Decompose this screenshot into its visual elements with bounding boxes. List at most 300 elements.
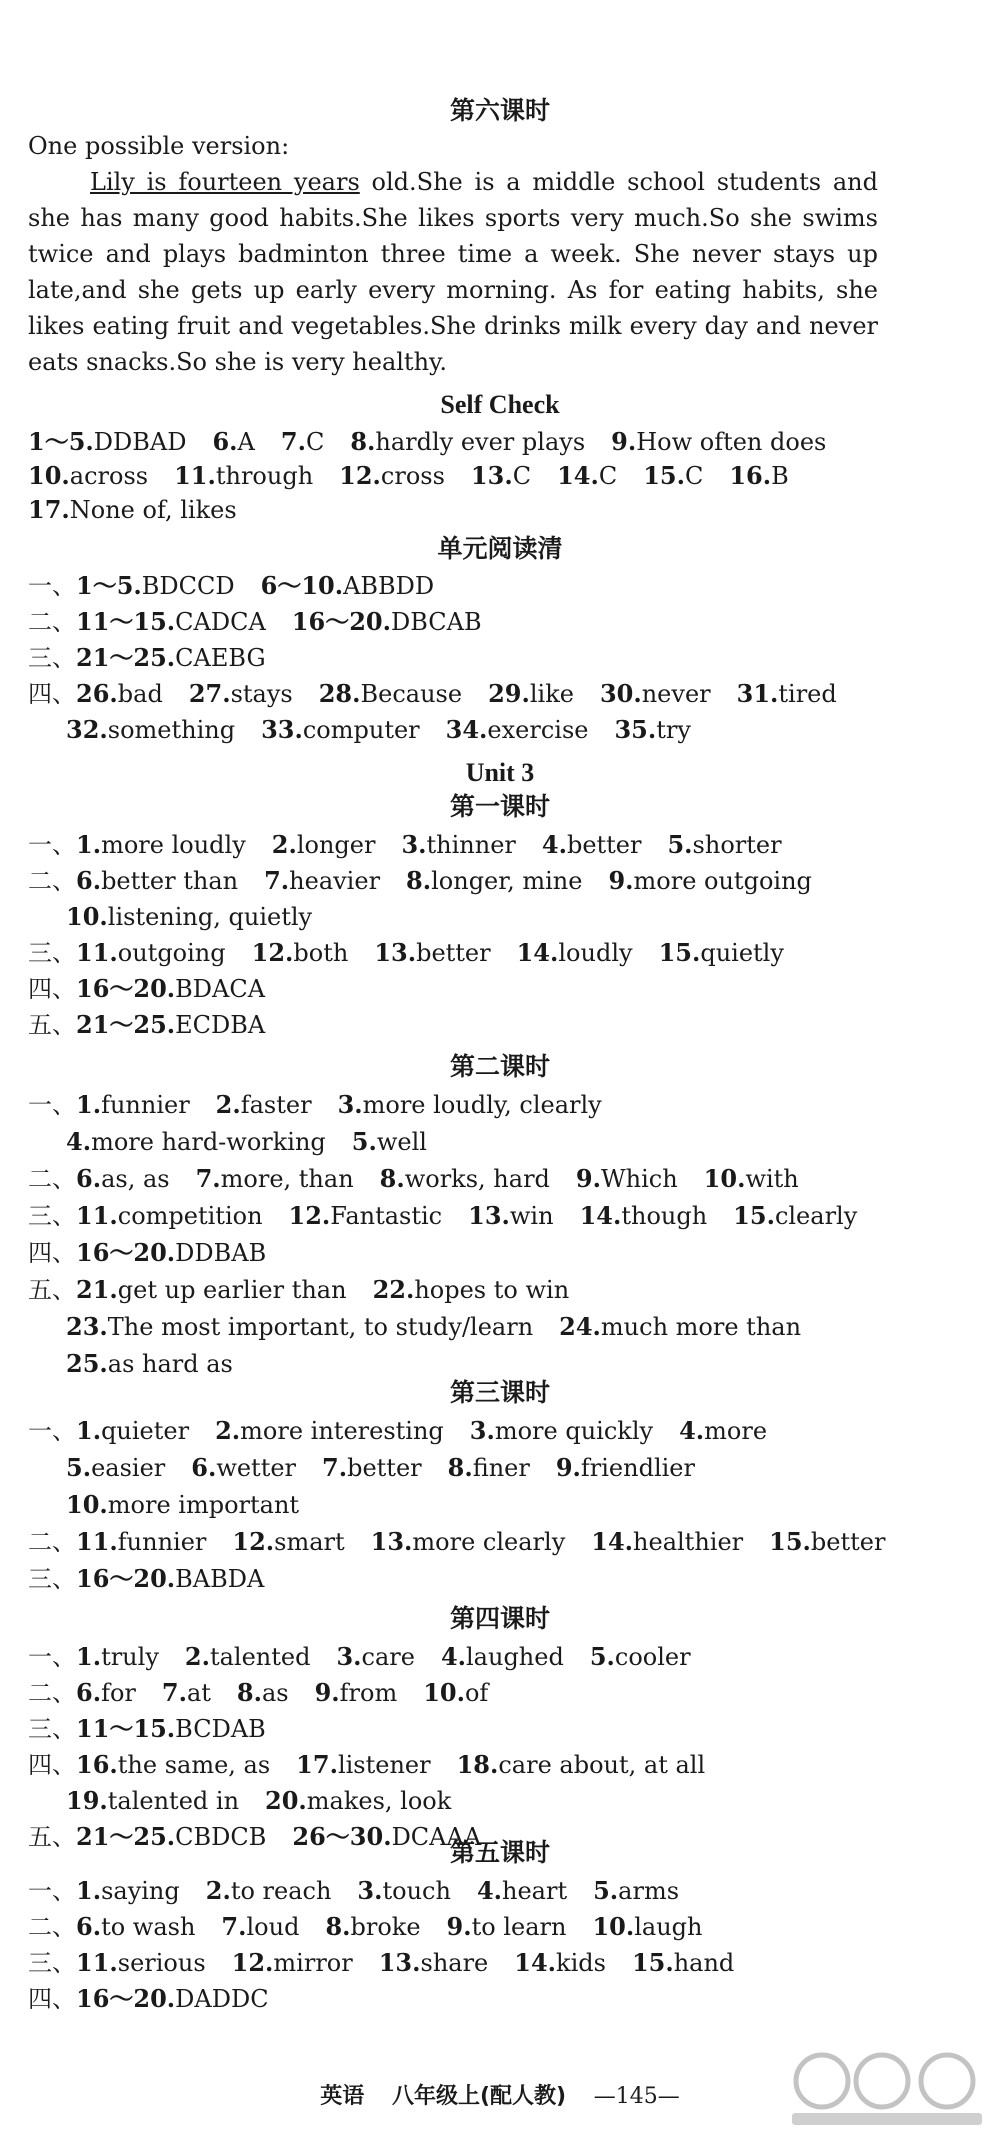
answer-item: [76, 1877, 180, 1905]
question-number: 22.: [372, 1275, 415, 1304]
answer-line: [28, 1640, 717, 1674]
question-number: 26.: [76, 679, 118, 708]
answer-item: [76, 1417, 189, 1445]
question-number: 7.: [264, 866, 290, 895]
answer-item: [477, 1877, 567, 1905]
answer-item: [733, 1202, 857, 1230]
answer-item: [76, 1202, 263, 1230]
answer-item: [76, 1913, 195, 1941]
answer-item: [215, 1417, 444, 1445]
answer-text: hopes to win: [414, 1276, 570, 1304]
answer-item: [76, 1715, 266, 1743]
self-check-heading: Self Check: [440, 390, 560, 419]
section-prefix: 一、: [28, 1643, 76, 1671]
answer-text: to reach: [230, 1877, 332, 1905]
answer-text: as hard as: [107, 1350, 233, 1378]
question-number: 11～15.: [76, 1714, 176, 1743]
answer-text: care about, at all: [498, 1751, 706, 1779]
answer-item: [76, 680, 163, 708]
question-number: 5.: [593, 1876, 619, 1905]
answer-item: [76, 644, 266, 672]
answer-text: easier: [91, 1454, 166, 1482]
lesson-3-heading: 第三课时: [449, 1378, 550, 1407]
answer-line: [66, 1488, 325, 1522]
answer-line: [28, 1946, 760, 1980]
answer-text: talented in: [107, 1787, 240, 1815]
answer-item: [76, 1011, 265, 1039]
answer-text: touch: [382, 1877, 451, 1905]
answer-text: through: [215, 462, 314, 490]
essay-underlined-lead: Lily is fourteen years: [90, 168, 360, 196]
answer-item: [206, 1877, 332, 1905]
answer-item: [590, 1643, 691, 1671]
question-number: 4.: [440, 1642, 466, 1671]
question-number: 10.: [66, 902, 108, 931]
answer-text: listening, quietly: [107, 903, 313, 931]
answer-text: more outgoing: [633, 867, 812, 895]
question-number: 2.: [215, 1416, 241, 1445]
answer-text: makes, look: [306, 1787, 452, 1815]
answer-item: [471, 462, 531, 490]
answer-text: computer: [302, 716, 420, 744]
answer-item: [350, 428, 585, 456]
answer-item: [704, 1165, 799, 1193]
answer-text: serious: [117, 1949, 206, 1977]
question-number: 10.: [66, 1490, 108, 1519]
answer-text: more interesting: [240, 1417, 444, 1445]
answer-item: [66, 716, 235, 744]
lesson-2-heading: 第二课时: [449, 1052, 550, 1081]
answer-text: cross: [380, 462, 445, 490]
answer-item: [600, 680, 711, 708]
question-number: 28.: [318, 679, 361, 708]
question-number: 33.: [261, 715, 303, 744]
answer-item: [191, 1454, 296, 1482]
answer-line: [28, 1676, 514, 1710]
answer-text: A: [237, 428, 255, 456]
answer-item: [232, 1949, 353, 1977]
question-number: 12.: [251, 938, 294, 967]
answer-text: quieter: [101, 1417, 190, 1445]
section-prefix: 四、: [28, 1239, 76, 1267]
question-number: 3.: [337, 1090, 363, 1119]
answer-line: [28, 1910, 728, 1944]
question-number: 29.: [488, 679, 530, 708]
answer-text: care: [361, 1643, 415, 1671]
answer-line: [28, 641, 292, 675]
answer-item: [76, 1528, 206, 1556]
answer-item: [379, 1949, 489, 1977]
question-number: 15.: [769, 1527, 811, 1556]
section-prefix: 一、: [28, 1091, 76, 1119]
answer-text: DADDC: [175, 1985, 269, 2013]
question-number: 10.: [28, 461, 70, 490]
answer-item: [185, 1643, 311, 1671]
answer-text: better: [566, 831, 642, 859]
answer-text: mirror: [273, 1949, 353, 1977]
answer-text: well: [376, 1128, 427, 1156]
answer-item: [66, 1128, 326, 1156]
answer-text: as: [261, 1679, 289, 1707]
essay-intro: One possible version:: [28, 132, 290, 160]
answer-item: [76, 831, 246, 859]
question-number: 34.: [445, 715, 488, 744]
answer-item: [441, 1643, 564, 1671]
answer-item: [643, 462, 703, 490]
answer-item: [374, 939, 490, 967]
answer-line: [28, 828, 808, 862]
answer-line: [28, 1982, 295, 2016]
answer-item: [315, 1679, 398, 1707]
answer-text: better: [810, 1528, 886, 1556]
answer-item: [28, 428, 186, 456]
answer-text: The most important, to study/learn: [107, 1313, 534, 1341]
question-number: 1～5.: [76, 571, 142, 600]
answer-text: with: [745, 1165, 799, 1193]
answer-item: [66, 903, 312, 931]
section-prefix: 四、: [28, 975, 76, 1003]
answer-item: [559, 1313, 801, 1341]
section-prefix: 一、: [28, 1877, 76, 1905]
question-number: 7.: [195, 1164, 221, 1193]
question-number: 15.: [658, 938, 701, 967]
answer-line: [28, 1162, 825, 1196]
question-number: 16～20.: [76, 1238, 176, 1267]
section-prefix: 四、: [28, 680, 76, 708]
answer-item: [261, 716, 420, 744]
answer-text: share: [420, 1949, 489, 1977]
answer-item: [232, 1528, 344, 1556]
answer-text: loud: [246, 1913, 300, 1941]
answer-text: more, than: [220, 1165, 354, 1193]
question-number: 21～25.: [76, 1010, 176, 1039]
answer-item: [76, 1239, 266, 1267]
answer-text: the same, as: [117, 1751, 271, 1779]
answer-text: DCAAA: [391, 1823, 482, 1851]
question-number: 13.: [370, 1527, 413, 1556]
question-number: 2.: [215, 1090, 241, 1119]
footer-grade: 八年级上(配人教): [391, 2084, 567, 2109]
question-number: 13.: [468, 1201, 510, 1230]
question-number: 23.: [66, 1312, 108, 1341]
question-number: 16～20.: [76, 974, 176, 1003]
section-prefix: 三、: [28, 1565, 76, 1593]
answer-line: [66, 1784, 477, 1818]
answer-text: friendlier: [580, 1454, 695, 1482]
answer-item: [729, 462, 788, 490]
question-number: 3.: [336, 1642, 362, 1671]
answer-item: [591, 1528, 743, 1556]
answer-line: [66, 713, 717, 747]
answer-line: [28, 1562, 290, 1596]
question-number: 6.: [191, 1453, 217, 1482]
answer-text: like: [529, 680, 574, 708]
question-number: 5.: [589, 1642, 615, 1671]
question-number: 20.: [265, 1786, 307, 1815]
answer-item: [76, 975, 265, 1003]
question-number: 14.: [516, 938, 559, 967]
answer-item: [446, 716, 589, 744]
answer-text: more quickly: [494, 1417, 654, 1445]
question-number: 21.: [76, 1275, 118, 1304]
answer-item: [66, 1313, 533, 1341]
answer-text: laugh: [634, 1913, 703, 1941]
answer-line: [66, 1310, 827, 1344]
answer-text: both: [293, 939, 349, 967]
answer-text: at: [186, 1679, 211, 1707]
answer-text: as, as: [101, 1165, 170, 1193]
answer-line: [28, 1712, 292, 1746]
answer-item: [592, 1913, 702, 1941]
answer-text: DDBAD: [93, 428, 187, 456]
answer-line: [28, 1874, 705, 1908]
section-prefix: 三、: [28, 1715, 76, 1743]
question-number: 8.: [406, 866, 432, 895]
answer-text: C: [684, 462, 704, 490]
section-prefix: 三、: [28, 1949, 76, 1977]
answer-line: [66, 1347, 259, 1381]
answer-item: [76, 939, 226, 967]
answer-item: [576, 1165, 678, 1193]
answer-line: [28, 459, 815, 493]
answer-item: [264, 867, 380, 895]
lesson-5-heading: 第五课时: [449, 1838, 550, 1867]
answer-text: for: [101, 1679, 136, 1707]
answer-item: [66, 1454, 165, 1482]
question-number: 1.: [76, 1876, 102, 1905]
section-prefix: 二、: [28, 1679, 76, 1707]
answer-item: [468, 1202, 553, 1230]
question-number: 9.: [575, 1164, 601, 1193]
answer-text: CAEBG: [175, 644, 266, 672]
answer-line: [66, 1451, 721, 1485]
answer-text: saying: [101, 1877, 180, 1905]
answer-text: B: [771, 462, 789, 490]
question-number: 4.: [476, 1876, 502, 1905]
answer-text: better: [416, 939, 491, 967]
answer-item: [373, 1276, 570, 1304]
answer-item: [76, 572, 235, 600]
answer-text: BABDA: [175, 1565, 265, 1593]
question-number: 14.: [514, 1948, 557, 1977]
answer-line: [28, 972, 291, 1006]
question-number: 10.: [703, 1164, 746, 1193]
answer-text: heart: [502, 1877, 568, 1905]
answer-line: [28, 677, 863, 711]
answer-item: [737, 680, 837, 708]
answer-text: across: [69, 462, 149, 490]
answer-text: kids: [556, 1949, 606, 1977]
answer-item: [76, 1165, 170, 1193]
answer-text: shorter: [692, 831, 782, 859]
answer-text: longer: [296, 831, 376, 859]
question-number: 4.: [66, 1127, 92, 1156]
answer-text: works, hard: [404, 1165, 550, 1193]
answer-text: CADCA: [175, 608, 266, 636]
answer-item: [357, 1877, 451, 1905]
question-number: 4.: [541, 830, 567, 859]
answer-text: C: [305, 428, 325, 456]
answer-text: cooler: [614, 1643, 691, 1671]
answer-line: [28, 1525, 911, 1559]
question-number: 8.: [236, 1678, 262, 1707]
answer-text: wetter: [216, 1454, 297, 1482]
answer-text: broke: [350, 1913, 421, 1941]
question-number: 32.: [66, 715, 108, 744]
question-number: 9.: [608, 866, 634, 895]
answer-item: [289, 1202, 443, 1230]
question-number: 7.: [280, 427, 306, 456]
answer-item: [76, 867, 238, 895]
answer-line: [28, 569, 460, 603]
answer-item: [174, 462, 313, 490]
answer-line: [28, 864, 838, 898]
question-number: 31.: [736, 679, 779, 708]
question-number: 6～10.: [260, 571, 344, 600]
answer-text: arms: [618, 1877, 680, 1905]
answer-text: heavier: [289, 867, 381, 895]
watermark-logo-icon: [782, 2049, 992, 2129]
question-number: 25.: [66, 1349, 108, 1378]
answer-text: DDBAB: [175, 1239, 267, 1267]
question-number: 9.: [555, 1453, 581, 1482]
question-number: 2.: [184, 1642, 210, 1671]
lesson-4-heading: 第四课时: [449, 1604, 550, 1633]
answer-item: [212, 428, 254, 456]
answer-line: [28, 1273, 595, 1307]
question-number: 9.: [611, 427, 637, 456]
question-number: 17.: [28, 495, 70, 524]
answer-line: [28, 1008, 291, 1042]
question-number: 10.: [592, 1912, 635, 1941]
question-number: 8.: [379, 1164, 405, 1193]
answer-text: Which: [600, 1165, 678, 1193]
answer-item: [252, 939, 349, 967]
question-number: 8.: [447, 1453, 473, 1482]
answer-text: ABBDD: [343, 572, 435, 600]
answer-item: [76, 1565, 264, 1593]
answer-item: [338, 1091, 602, 1119]
answer-line: [28, 493, 263, 527]
answer-text: smart: [274, 1528, 345, 1556]
answer-item: [447, 1913, 567, 1941]
answer-line: [66, 1125, 453, 1159]
answer-text: talented: [209, 1643, 311, 1671]
question-number: 13.: [378, 1948, 421, 1977]
reading-heading: 单元阅读清: [437, 534, 563, 563]
answer-item: [769, 1528, 885, 1556]
section-prefix: 二、: [28, 1913, 76, 1941]
answer-text: to wash: [101, 1913, 196, 1941]
answer-item: [352, 1128, 427, 1156]
answer-text: of: [464, 1679, 489, 1707]
answer-item: [272, 831, 376, 859]
answer-item: [514, 1949, 606, 1977]
question-number: 16～20.: [291, 607, 391, 636]
question-number: 24.: [559, 1312, 601, 1341]
question-number: 9.: [314, 1678, 340, 1707]
question-number: 5.: [66, 1453, 92, 1482]
question-number: 14.: [557, 461, 599, 490]
question-number: 27.: [188, 679, 231, 708]
answer-item: [556, 1454, 695, 1482]
answer-text: to learn: [471, 1913, 567, 1941]
answer-text: though: [621, 1202, 708, 1230]
answer-item: [336, 1643, 415, 1671]
question-number: 13.: [470, 461, 513, 490]
answer-text: try: [656, 716, 691, 744]
question-number: 1.: [76, 1642, 102, 1671]
answer-text: more hard-working: [91, 1128, 326, 1156]
question-number: 1～5.: [28, 427, 94, 456]
answer-text: finer: [472, 1454, 530, 1482]
question-number: 11.: [174, 461, 216, 490]
question-number: 1.: [76, 1416, 102, 1445]
answer-item: [608, 867, 811, 895]
question-number: 9.: [446, 1912, 472, 1941]
answer-text: more loudly, clearly: [362, 1091, 602, 1119]
question-number: 1.: [76, 830, 102, 859]
answer-item: [221, 1913, 299, 1941]
answer-item: [28, 462, 148, 490]
answer-text: bad: [117, 680, 163, 708]
answer-text: better than: [101, 867, 239, 895]
question-number: 12.: [288, 1201, 331, 1230]
section-prefix: 一、: [28, 572, 76, 600]
answer-text: competition: [117, 1202, 263, 1230]
answer-item: [632, 1949, 734, 1977]
answer-text: BDACA: [175, 975, 266, 1003]
answer-line: [28, 1414, 793, 1448]
answer-item: [76, 1643, 159, 1671]
answer-item: [593, 1877, 679, 1905]
answer-line: [28, 1236, 292, 1270]
question-number: 15.: [643, 461, 685, 490]
answer-item: [517, 939, 633, 967]
answer-item: [580, 1202, 708, 1230]
answer-line: [28, 936, 810, 970]
answer-item: [401, 831, 515, 859]
answer-item: [448, 1454, 530, 1482]
question-number: 26～30.: [292, 1822, 392, 1851]
answer-item: [406, 867, 582, 895]
answer-item: [76, 1091, 190, 1119]
question-number: 7.: [161, 1678, 187, 1707]
answer-item: [76, 1985, 269, 2013]
answer-text: tired: [778, 680, 837, 708]
answer-text: longer, mine: [431, 867, 583, 895]
footer-subject: 英语: [320, 2084, 365, 2109]
section-prefix: 二、: [28, 1528, 76, 1556]
answer-text: more loudly: [101, 831, 246, 859]
question-number: 16.: [729, 461, 772, 490]
answer-line: [28, 1748, 731, 1782]
answer-item: [322, 1454, 422, 1482]
answer-text: DBCAB: [390, 608, 482, 636]
question-number: 6.: [76, 1678, 102, 1707]
section-prefix: 三、: [28, 939, 76, 967]
answer-item: [488, 680, 574, 708]
question-number: 21～25.: [76, 643, 176, 672]
section-prefix: 三、: [28, 644, 76, 672]
question-number: 14.: [591, 1527, 634, 1556]
question-number: 11.: [76, 1201, 118, 1230]
answer-text: CBDCB: [175, 1823, 267, 1851]
answer-text: thinner: [426, 831, 516, 859]
question-number: 18.: [456, 1750, 499, 1779]
answer-item: [292, 608, 482, 636]
section-prefix: 一、: [28, 1417, 76, 1445]
